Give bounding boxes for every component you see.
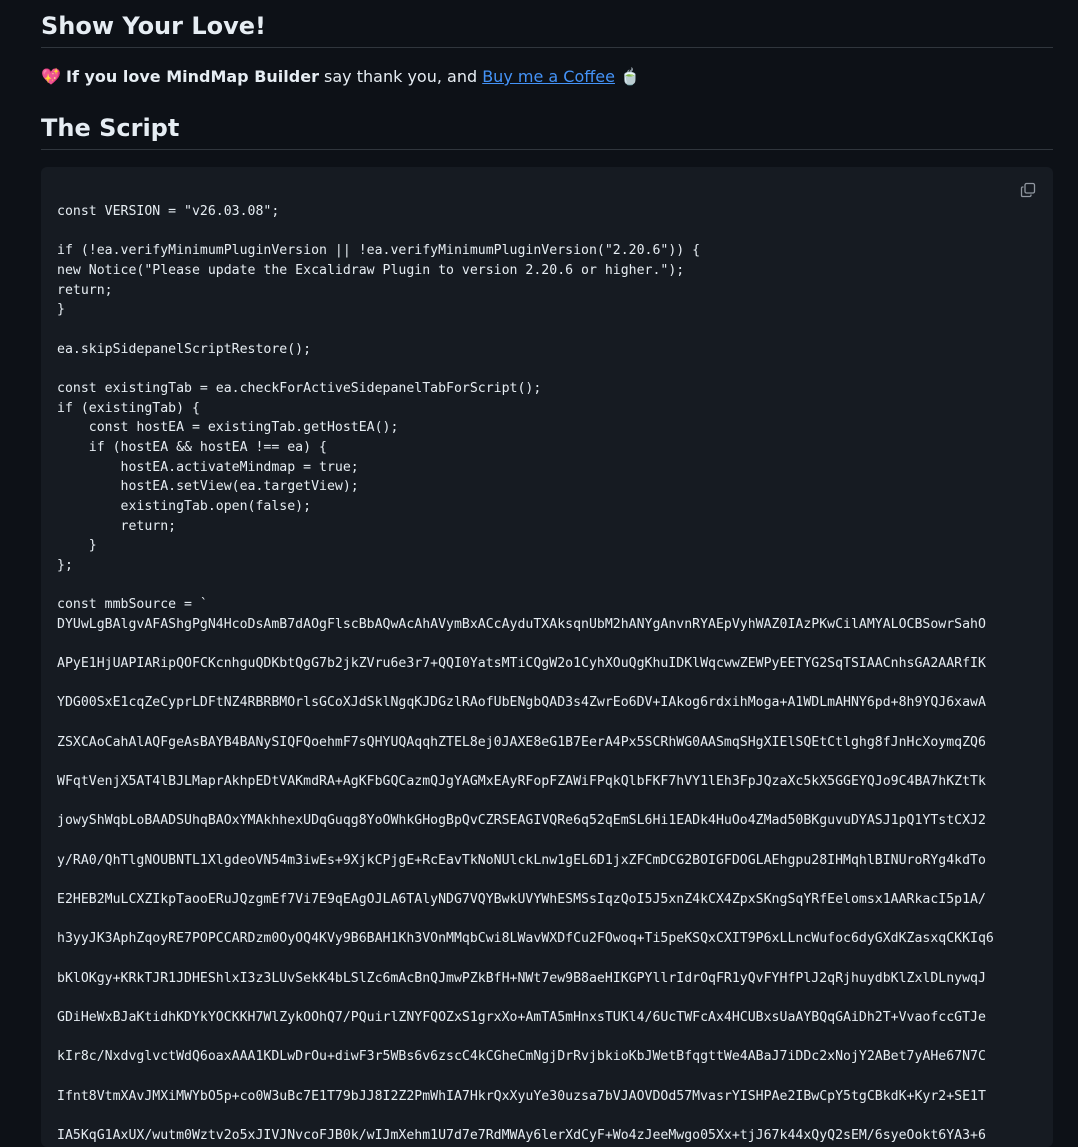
- support-mid-text: say thank you, and: [318, 67, 483, 86]
- code-line: const VERSION = "v26.03.08";: [57, 204, 280, 219]
- code-line: return;: [57, 282, 113, 298]
- code-line: existingTab.open(false);: [57, 498, 312, 514]
- code-data-line: WFqtVenjX5AT4lBJLMaprAkhpEDtVAKmdRA+AgKFbGQCazmQJgYAGMxEAyRFopFZAWiFPqkQlbFKF7hVY1lEh3FpJQzaXc5kX5GGEYQJo9C4BA7hKZtTk: [57, 774, 986, 790]
- code-line: }: [57, 538, 97, 554]
- code-line: const hostEA = existingTab.getHostEA();: [57, 420, 399, 436]
- code-line: ea.skipSidepanelScriptRestore();: [57, 341, 312, 357]
- code-line: [57, 575, 1009, 595]
- code-line: [57, 359, 1009, 379]
- copy-icon: [1020, 182, 1036, 198]
- code-blank-line: [57, 831, 1009, 851]
- code-blank-line: [57, 1067, 1009, 1087]
- code-blank-line: [57, 1028, 1009, 1048]
- code-data-line: E2HEB2MuLCXZIkpTaooERuJQzgmEf7Vi7E9qEAgOJLA6TAlyNDG7VQYBwkUVYWhESMSsIqzQoI5J5xnZ4kCX4ZpxSKngSqYRfEelomsx1AARkacI5p1A/: [57, 891, 986, 907]
- code-blank-line: [57, 949, 1009, 969]
- support-paragraph: [41, 66, 640, 88]
- code-line: const existingTab = ea.checkForActiveSidepanelTabForScript();: [57, 380, 542, 396]
- code-blank-line: [57, 870, 1009, 890]
- show-your-love-heading: Show Your Love!: [41, 11, 1053, 48]
- code-data-line: YDG00SxE1cqZeCyprLDFtNZ4RBRBMOrlsGCoXJdSklNgqKJDGzlRAofUbENgbQAD3s4ZwrEo6DV+IAkog6rdxihMoga+A1WDLmAHNY6pd+8h9YQJ6xawA: [57, 695, 986, 711]
- code-data-line: Ifnt8VtmXAvJMXiMWYbO5p+co0W3uBc7E1T79bJJ8I2Z2PmWhIA7HkrQxXyuYe30uzsa7bVJAOVDOd57MvasrYISHPAe2IBwCpY5tgCBkdK+Kyr2+SE1T: [57, 1088, 986, 1104]
- copy-code-button[interactable]: [1017, 179, 1039, 201]
- code-line: new Notice("Please update the Excalidraw Plugin to version 2.20.6 or higher.");: [57, 262, 685, 278]
- the-script-heading: The Script: [41, 113, 1053, 150]
- buy-me-a-coffee-link[interactable]: Buy me a Coffee: [482, 67, 615, 86]
- code-blank-line: [57, 634, 1009, 654]
- code-line: [57, 222, 1009, 242]
- code-data-line: APyE1HjUAPIARipQOFCKcnhguQDKbtQgG7b2jkZVru6e3r7+QQI0YatsMTiCQgW2o1CyhXOuQgKhuIDKlWqcwwZEWPyEETYG2SqTSIAACnhsGA2AARfIK: [57, 656, 986, 672]
- code-line: if (existingTab) {: [57, 400, 200, 416]
- code-data-line: bKlOKgy+KRkTJR1JDHEShlxI3z3LUvSekK4bLSlZc6mAcBnQJmwPZkBfH+NWt7ew9B8aeHIKGPYllrIdrOqFR1yQvFYHfPlJ2qRjhuydbKlZxlDLnywqJ: [57, 970, 986, 986]
- code-block: [41, 167, 1053, 1147]
- code-data-line: y/RA0/QhTlgNOUBNTL1XlgdeoVN54m3iwEs+9XjkCPjgE+RcEavTkNoNUlckLnw1gEL6D1jxZFCmDCG2BOIGFDOGLAEhgpu28IHMqhlBINUroRYg4kdTo: [57, 852, 986, 868]
- support-bold-text: If you love MindMap Builder: [66, 67, 319, 86]
- code-blank-line: [57, 988, 1009, 1008]
- code-line: return;: [57, 518, 177, 534]
- code-line: const mmbSource = `: [57, 597, 208, 613]
- code-blank-line: [57, 713, 1009, 733]
- code-blank-line: [57, 910, 1009, 930]
- code-data-line: jowyShWqbLoBAADSUhqBAOxYMAkhhexUDqGuqg8YoOWhkGHogBpQvCZRSEAGIVQRe6q52qEmSL6Hi1EADk4HuOo4ZMad50BKguvuDYASJ1pQ1YTstCXJ2: [57, 813, 986, 829]
- code-blank-line: [57, 1106, 1009, 1126]
- code-line: if (!ea.verifyMinimumPluginVersion || !ea.verifyMinimumPluginVersion("2.20.6")) {: [57, 243, 701, 259]
- code-line: }: [57, 302, 65, 318]
- code-data-line: GDiHeWxBJaKtidhKDYkYOCKKH7WlZykOOhQ7/PQuirlZNYFQOZxS1grxXo+AmTA5mHnxsTUKl4/6UcTWFcAx4HCUBxsUaAYBQqGAiDh2T+VvaofccGTJe: [57, 1009, 986, 1025]
- code-line: [57, 320, 1009, 340]
- code-line: if (hostEA && hostEA !== ea) {: [57, 439, 327, 455]
- coffee-cup-icon: 🍵: [620, 67, 640, 86]
- code-data-line: IA5KqG1AxUX/wutm0Wztv2o5xJIVJNvcoFJB0k/wIJmXehm1U7d7e7RdMWAy6lerXdCyF+Wo4zJeeMwgo05Xx+tjJ67k44xQyQ2sEM/6syeOokt6YA3+6: [57, 1127, 986, 1143]
- code-data-line: kIr8c/NxdvglvctWdQ6oaxAAA1KDLwDrOu+diwF3r5WBs6v6zscC4kCGheCmNgjDrRvjbkioKbJWetBfqgttWe4ABaJ7iDDc2xNojY2ABet7yAHe67N7C: [57, 1049, 986, 1065]
- code-blank-line: [57, 674, 1009, 694]
- code-line: hostEA.activateMindmap = true;: [57, 459, 359, 475]
- code-data-line: DYUwLgBAlgvAFAShgPgN4HcoDsAmB7dAOgFlscBbAQwAcAhAVymBxACcAyduTXAksqnUbM2hANYgAnvnRYAEpVyhWAZ0IAzPKwCilAMYALOCBSowrSahO: [57, 616, 986, 632]
- code-blank-line: [57, 752, 1009, 772]
- code-text: [57, 202, 1009, 1146]
- code-blank-line: [57, 792, 1009, 812]
- sparkling-heart-icon: 💖: [41, 67, 61, 86]
- code-line: hostEA.setView(ea.targetView);: [57, 479, 359, 495]
- code-data-line: ZSXCAoCahAlAQFgeAsBAYB4BANySIQFQoehmF7sQHYUQAqqhZTEL8ej0JAXE8eG1B7EerA4Px5SCRhWG0AASmqSHgXIElSQEtCtlghg8fJnHcXoymqZQ6: [57, 734, 986, 750]
- code-line: };: [57, 557, 73, 573]
- code-data-line: h3yyJK3AphZqoyRE7POPCCARDzm0OyOQ4KVy9B6BAH1Kh3VOnMMqbCwi8LWavWXDfCu2FOwoq+Ti5peKSQxCXIT9P6xLLncWufoc6dyGXdKZasxqCKKIq6: [57, 931, 994, 947]
